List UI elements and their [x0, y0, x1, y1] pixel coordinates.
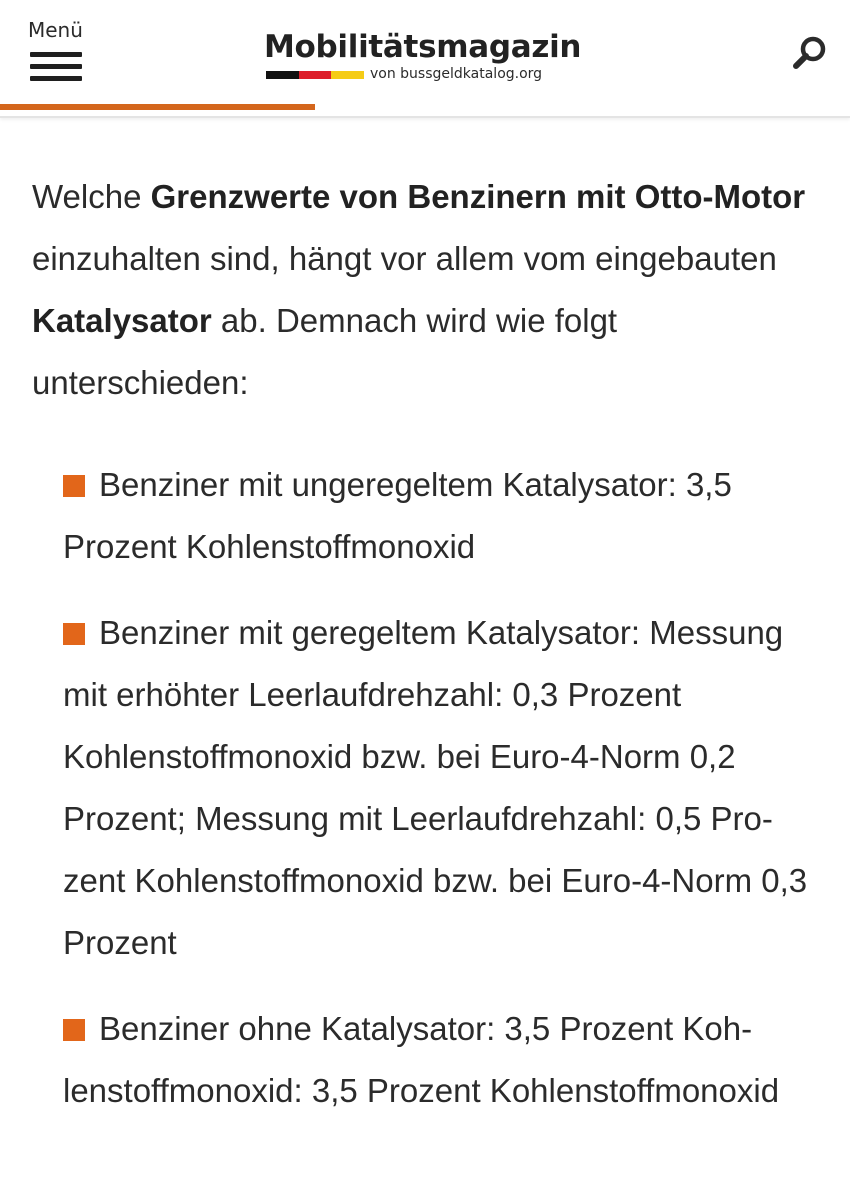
- list-item: [63, 602, 823, 974]
- menu-button[interactable]: [28, 18, 86, 88]
- hamburger-icon: [30, 52, 82, 86]
- list-item-text: Benziner mit ungeregeltem Katalysator: 3,5 Prozent Kohlenstoffmonoxid: [63, 466, 732, 565]
- search-icon: [788, 30, 832, 74]
- logo-title: Mobilitätsmagazin: [264, 29, 582, 65]
- flag-stripe-black: [266, 71, 299, 79]
- list-item: [63, 454, 823, 578]
- intro-text-3: ab. Demnach wird wie folgt unterschieden:: [32, 302, 618, 401]
- site-header: [0, 0, 850, 118]
- menu-label: Menü: [28, 18, 83, 42]
- square-bullet-icon: [63, 475, 85, 497]
- reading-progress-bar: [0, 104, 315, 110]
- article-content: [32, 166, 822, 1146]
- limit-values-list: [63, 454, 823, 1122]
- intro-paragraph: [32, 166, 822, 414]
- search-button[interactable]: [788, 30, 832, 74]
- logo-subtitle: von bussgeldkatalog.org: [370, 66, 543, 82]
- flag-stripe-red: [299, 71, 332, 79]
- square-bullet-icon: [63, 1019, 85, 1041]
- square-bullet-icon: [63, 623, 85, 645]
- flag-stripe-gold: [331, 71, 364, 79]
- intro-text-2: einzuhalten sind, hängt vor allem vom eingebauten: [32, 240, 777, 277]
- list-item: [63, 998, 823, 1122]
- intro-text-1: Welche: [32, 178, 151, 215]
- intro-bold-1: Grenzwerte von Benzinern mit Otto-Motor: [150, 178, 806, 215]
- intro-bold-2: Katalysator: [32, 302, 212, 339]
- list-item-text: Benziner mit geregeltem Katalysator: Messung mit erhöhter Leerlaufdrehzahl: 0,3 Prozent Kohlenstoffmonoxid bzw. bei Euro-4-Norm 0,2 Prozent; Messung mit Leerlaufdrehzahl: 0,5 Prozent Kohlenstoffmonoxid bzw. bei Euro-4-Norm 0,3 Prozent: [63, 614, 808, 961]
- site-logo[interactable]: [264, 28, 582, 88]
- list-item-text: Benziner ohne Katalysator: 3,5 Prozent Kohlenstoffmonoxid: 3,5 Prozent Kohlenstoffmonoxid: [63, 1010, 780, 1109]
- german-flag-stripe: [266, 71, 364, 79]
